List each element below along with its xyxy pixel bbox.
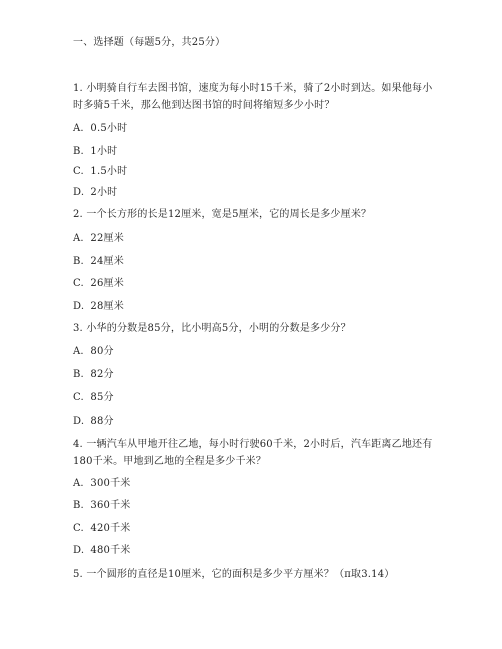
question-text: 小明骑自行车去图书馆，速度为每小时15千米，骑了2小时到达。如果他每小时多骑5千米，那么他到达图书馆的时间将缩短多少小时？ — [73, 83, 433, 111]
option-letter: C. — [73, 392, 84, 403]
option-text: 28厘米 — [90, 301, 124, 312]
question-5 — [73, 566, 473, 583]
option-text: 420千米 — [90, 523, 131, 534]
question-3 — [73, 320, 453, 337]
option-text: 82分 — [90, 369, 114, 380]
question-text: 小华的分数是85分，比小明高5分，小明的分数是多少分？ — [86, 323, 351, 334]
option-4a — [73, 475, 130, 492]
option-text: 300千米 — [90, 478, 131, 489]
option-text: 80分 — [90, 346, 114, 357]
option-letter: C. — [73, 166, 84, 177]
question-number: 3. — [73, 323, 83, 334]
option-letter: B. — [73, 369, 84, 380]
option-text: 360千米 — [90, 500, 131, 511]
option-letter: C. — [73, 278, 84, 289]
question-number: 1. — [73, 83, 83, 94]
option-text: 88分 — [90, 416, 114, 427]
option-text: 1.5小时 — [90, 166, 128, 177]
option-letter: D. — [73, 416, 85, 427]
option-text: 480千米 — [90, 545, 131, 556]
option-2a — [73, 230, 124, 247]
option-letter: A. — [73, 478, 84, 489]
option-4b — [73, 497, 130, 514]
option-1c — [73, 163, 127, 180]
question-2 — [73, 206, 453, 223]
option-letter: D. — [73, 545, 85, 556]
option-letter: A. — [73, 123, 84, 134]
option-4d — [73, 542, 130, 559]
option-text: 1小时 — [90, 146, 118, 157]
option-2b — [73, 253, 124, 270]
question-text: 一辆汽车从甲地开往乙地，每小时行驶60千米，2小时后，汽车距离乙地还有180千米。甲地到乙地的全程是多少千米？ — [73, 439, 433, 467]
section-title: 一、选择题（每题5分，共25分） — [73, 37, 226, 48]
option-letter: D. — [73, 187, 85, 198]
option-2c — [73, 275, 124, 292]
question-number: 2. — [73, 209, 83, 220]
option-text: 26厘米 — [90, 278, 124, 289]
option-text: 2小时 — [90, 187, 118, 198]
question-1 — [73, 80, 433, 114]
option-letter: C. — [73, 523, 84, 534]
option-1d — [73, 184, 117, 201]
option-3a — [73, 343, 114, 360]
option-letter: A. — [73, 346, 84, 357]
option-letter: D. — [73, 301, 85, 312]
option-letter: A. — [73, 233, 84, 244]
option-text: 85分 — [90, 392, 114, 403]
option-text: 22厘米 — [90, 233, 124, 244]
option-3c — [73, 389, 114, 406]
option-text: 0.5小时 — [90, 123, 128, 134]
option-1b — [73, 143, 117, 160]
option-4c — [73, 520, 130, 537]
option-letter: B. — [73, 256, 84, 267]
option-letter: B. — [73, 500, 84, 511]
question-number: 5. — [73, 569, 83, 580]
question-text: 一个长方形的长是12厘米，宽是5厘米，它的周长是多少厘米？ — [86, 209, 372, 220]
option-text: 24厘米 — [90, 256, 124, 267]
option-3b — [73, 366, 114, 383]
question-number: 4. — [73, 439, 83, 450]
question-text: 一个圆形的直径是10厘米，它的面积是多少平方厘米？（π取3.14） — [86, 569, 395, 580]
option-letter: B. — [73, 146, 84, 157]
option-3d — [73, 413, 114, 430]
option-1a — [73, 120, 127, 137]
option-2d — [73, 298, 124, 315]
question-4 — [73, 436, 433, 470]
